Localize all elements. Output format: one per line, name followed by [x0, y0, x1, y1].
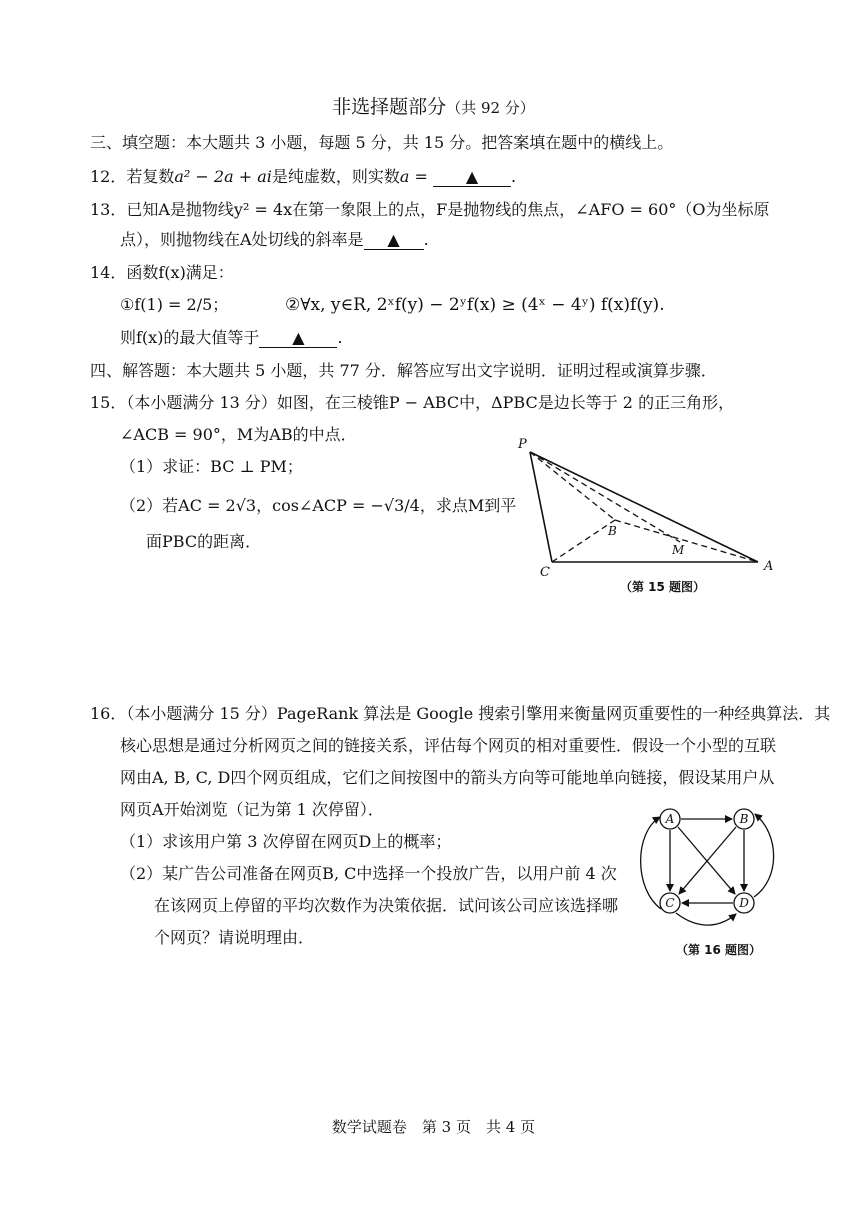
edge-pa [530, 452, 758, 562]
arrow-d-b [754, 814, 774, 897]
part4-header: 四、解答题：本大题共 5 小题，共 77 分．解答应写出文字说明．证明过程或演算步骤． [90, 361, 717, 380]
question-15-sub2a: （2）若AC = 2√3，cos∠ACP = −√3/4，求点M到平 [120, 496, 517, 515]
figure-16-link-graph [632, 797, 782, 937]
label-b: B [608, 524, 617, 538]
question-16-line3: 网由A, B, C, D四个网页组成，它们之间按图中的箭头方向等可能地单向链接，假设某用户从 [120, 768, 775, 787]
label-m: M [672, 543, 685, 557]
question-16-line4: 网页A开始浏览（记为第 1 次停留）． [120, 800, 384, 819]
question-16-sub2c: 个网页？请说明理由． [154, 928, 315, 947]
question-16-line1: 16．（本小题满分 15 分）PageRank 算法是 Google 搜索引擎用来衡量网页重要性的一种经典算法．其 [90, 704, 831, 723]
question-15-sub1: （1）求证：BC ⊥ PM； [120, 457, 303, 476]
question-14-condition-2: ②∀x, y∈R, 2ˣf(y) − 2ʸf(x) ≥ (4ˣ − 4ʸ) f(x)f(y). [285, 295, 665, 315]
answer-blank-13: ▲ [364, 231, 424, 250]
question-15-line2: ∠ACB = 90°，M为AB的中点． [120, 425, 357, 444]
label-a: A [764, 559, 774, 574]
question-15-line1: 15．（本小题满分 13 分）如图，在三棱锥P − ABC中，ΔPBC是边长等于 2 的正三角形， [90, 393, 735, 412]
label-p: P [518, 437, 527, 452]
question-16-line2: 核心思想是通过分析网页之间的链接关系，评估每个网页的相对重要性．假设一个小型的互联 [120, 736, 777, 755]
question-16-sub2a: （2）某广告公司准备在网页B, C中选择一个投放广告，以用户前 4 次 [120, 864, 617, 883]
figure-15-tetrahedron [510, 432, 800, 577]
edge-cb [552, 520, 615, 562]
figure-16-caption: （第 16 题图） [676, 943, 762, 957]
arrow-b-c [679, 827, 736, 894]
arrow-c-d [676, 913, 736, 925]
edge-ba [615, 520, 758, 562]
answer-blank-12: ▲ [433, 168, 511, 187]
question-16-sub2b: 在该网页上停留的平均次数作为决策依据．试问该公司应该选择哪 [154, 896, 619, 915]
arrow-a-d [678, 827, 735, 894]
part3-header: 三、填空题：本大题共 3 小题，每题 5 分，共 15 分。把答案填在题中的横线上。 [90, 133, 674, 152]
question-14-condition-1: ①f(1) = 2/5； [120, 295, 229, 314]
question-15-sub2b: 面PBC的距离． [146, 532, 262, 551]
answer-blank-14: ▲ [259, 329, 337, 348]
arrow-c-a [641, 817, 661, 909]
node-a-label: A [665, 812, 675, 826]
figure-15-caption: （第 15 题图） [620, 580, 706, 594]
question-12: 12．若复数a² − 2a + ai是纯虚数，则实数a = ▲ . [90, 167, 517, 186]
edge-pc [530, 452, 552, 562]
label-c: C [540, 565, 550, 577]
question-14-line1: 14．函数f(x)满足： [90, 263, 234, 282]
node-b-label: B [739, 812, 749, 826]
node-c-label: C [665, 896, 675, 910]
question-16-sub1: （1）求该用户第 3 次停留在网页D上的概率； [120, 832, 452, 851]
question-13-line2: 点），则抛物线在A处切线的斜率是 ▲ . [120, 230, 429, 249]
page-footer: 数学试题卷 第 3 页 共 4 页 [331, 1118, 536, 1136]
node-d-label: D [739, 896, 749, 910]
section-title: 非选择题部分（共 92 分） [332, 96, 535, 118]
question-14-line3: 则f(x)的最大值等于 ▲ . [120, 328, 343, 347]
edge-pm [530, 452, 680, 542]
question-13-line1: 13．已知A是抛物线y² = 4x在第一象限上的点，F是抛物线的焦点，∠AFO = 60°（O为坐标原 [90, 200, 770, 219]
